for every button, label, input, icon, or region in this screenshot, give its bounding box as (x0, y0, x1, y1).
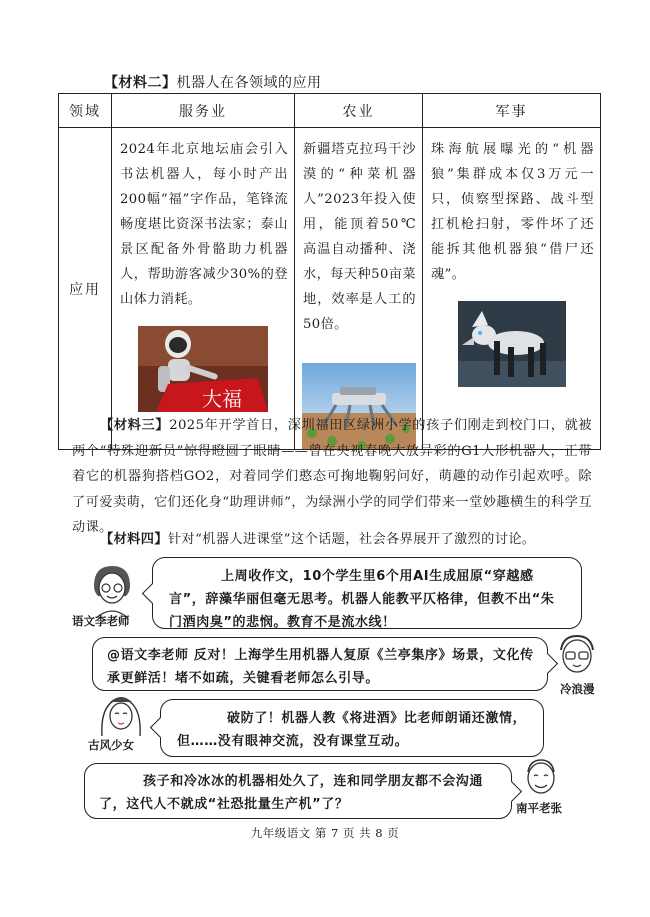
application-table (58, 93, 601, 450)
comment-text-gufeng-shaonv: 破防了！机器人教《将进酒》比老师朗诵还激情，但……没有眼神交流，没有课堂互动。 (177, 711, 527, 749)
header-field: 领域 (59, 94, 112, 128)
comment-bubble-leng-langman (92, 637, 548, 691)
gufeng-shaonv-name: 古风少女 (88, 738, 134, 752)
material4-paragraph (72, 527, 592, 553)
material3-text: 2025年开学首日，深圳福田区绿洲小学的孩子们刚走到校门口，就被两个“特殊迎新员”惊得瞪圆了眼睛——曾在央视春晚大放异彩的G1人形机器人，正带着它的机器狗搭档GO2，对着同学们憨态可掬地鞠躬问好，萌趣的动作引起欢呼。除了可爱卖萌，它们还化身“助理讲师”，为绿洲小学的同学们带来一堂妙趣横生的科学互动课。 (72, 418, 592, 535)
bubble-tail (150, 717, 171, 738)
bubble-tail (142, 583, 163, 604)
header-agriculture: 农业 (295, 94, 423, 128)
agriculture-text: 新疆塔克拉玛干沙漠的“种菜机器人”2023年投入使用，能顶着50℃高温自动播种、浇水，每天种50亩菜地，效率是人工的50倍。 (303, 142, 416, 332)
military-text: 珠海航展曝光的“机器狼”集群成本仅3万元一只，侦察型探路、战斗型扛机枪扫射，零件坏了还能拆其他机器狼“借尸还魂”。 (431, 142, 594, 282)
calligraphy-robot-photo (138, 326, 268, 412)
comment-bubble-teacher-li (152, 557, 582, 629)
material2-title: 机器人在各领域的应用 (176, 75, 322, 91)
page-footer: 九年级语文 第 7 页 共 8 页 (250, 826, 400, 840)
comment-text-teacher-li: 上周收作文，10个学生里6个用AI生成屈原“穿越感言”，辞藻华丽但毫无思考。机器人能教平仄格律，但教不出“朱门酒肉臭”的悲悯。教育不是流水线！ (169, 569, 555, 630)
comment-bubble-gufeng-shaonv (160, 699, 544, 757)
material3-label: 【材料三】 (100, 418, 170, 433)
header-service: 服务业 (112, 94, 295, 128)
cell-agriculture (295, 128, 423, 450)
old-man-icon (518, 756, 564, 800)
header-military: 军事 (423, 94, 601, 128)
female-teacher-icon (86, 562, 138, 618)
material4-text: 针对“机器人进课堂”这个话题，社会各界展开了激烈的讨论。 (167, 532, 536, 547)
leng-langman-avatar (553, 632, 601, 684)
calligraphy-robot-illustration (138, 326, 268, 412)
nanping-laozhang-name: 南平老张 (516, 801, 562, 815)
fu-character: 大福 (202, 387, 242, 411)
material3-paragraph (72, 413, 592, 541)
comment-text-nanping-laozhang: 孩子和冷冰冰的机器相处久了，连和同学朋友都不会沟通了，这代人不就成“社恐批量生产机”了？ (99, 774, 484, 812)
robot-wolf-illustration (458, 301, 566, 387)
material4-label: 【材料四】 (100, 532, 168, 547)
cell-service (112, 128, 295, 450)
comment-text-leng-langman: @语文李老师 反对！上海学生用机器人复原《兰亭集序》场景，文化传承更鲜活！堵不如疏，关键看老师怎么引导。 (107, 648, 534, 686)
girl-ancient-style-icon (96, 692, 146, 740)
cell-military (423, 128, 601, 450)
row-label: 应用 (59, 128, 112, 450)
robot-wolf-photo (458, 301, 566, 387)
male-glasses-icon (553, 632, 601, 680)
teacher-li-name: 语文李老师 (72, 614, 130, 628)
table-row (59, 128, 601, 450)
service-text: 2024年北京地坛庙会引入书法机器人，每小时产出200幅“福”字作品，笔锋流畅度堪比资深书法家；泰山景区配备外骨骼助力机器人，帮助游客减少30%的登山体力消耗。 (120, 142, 288, 307)
nanping-laozhang-avatar (518, 756, 564, 804)
material2-heading (104, 72, 322, 92)
leng-langman-name: 冷浪漫 (560, 682, 595, 696)
comment-bubble-nanping-laozhang (84, 763, 512, 819)
material2-label: 【材料二】 (104, 75, 177, 91)
table-header-row (59, 94, 601, 128)
